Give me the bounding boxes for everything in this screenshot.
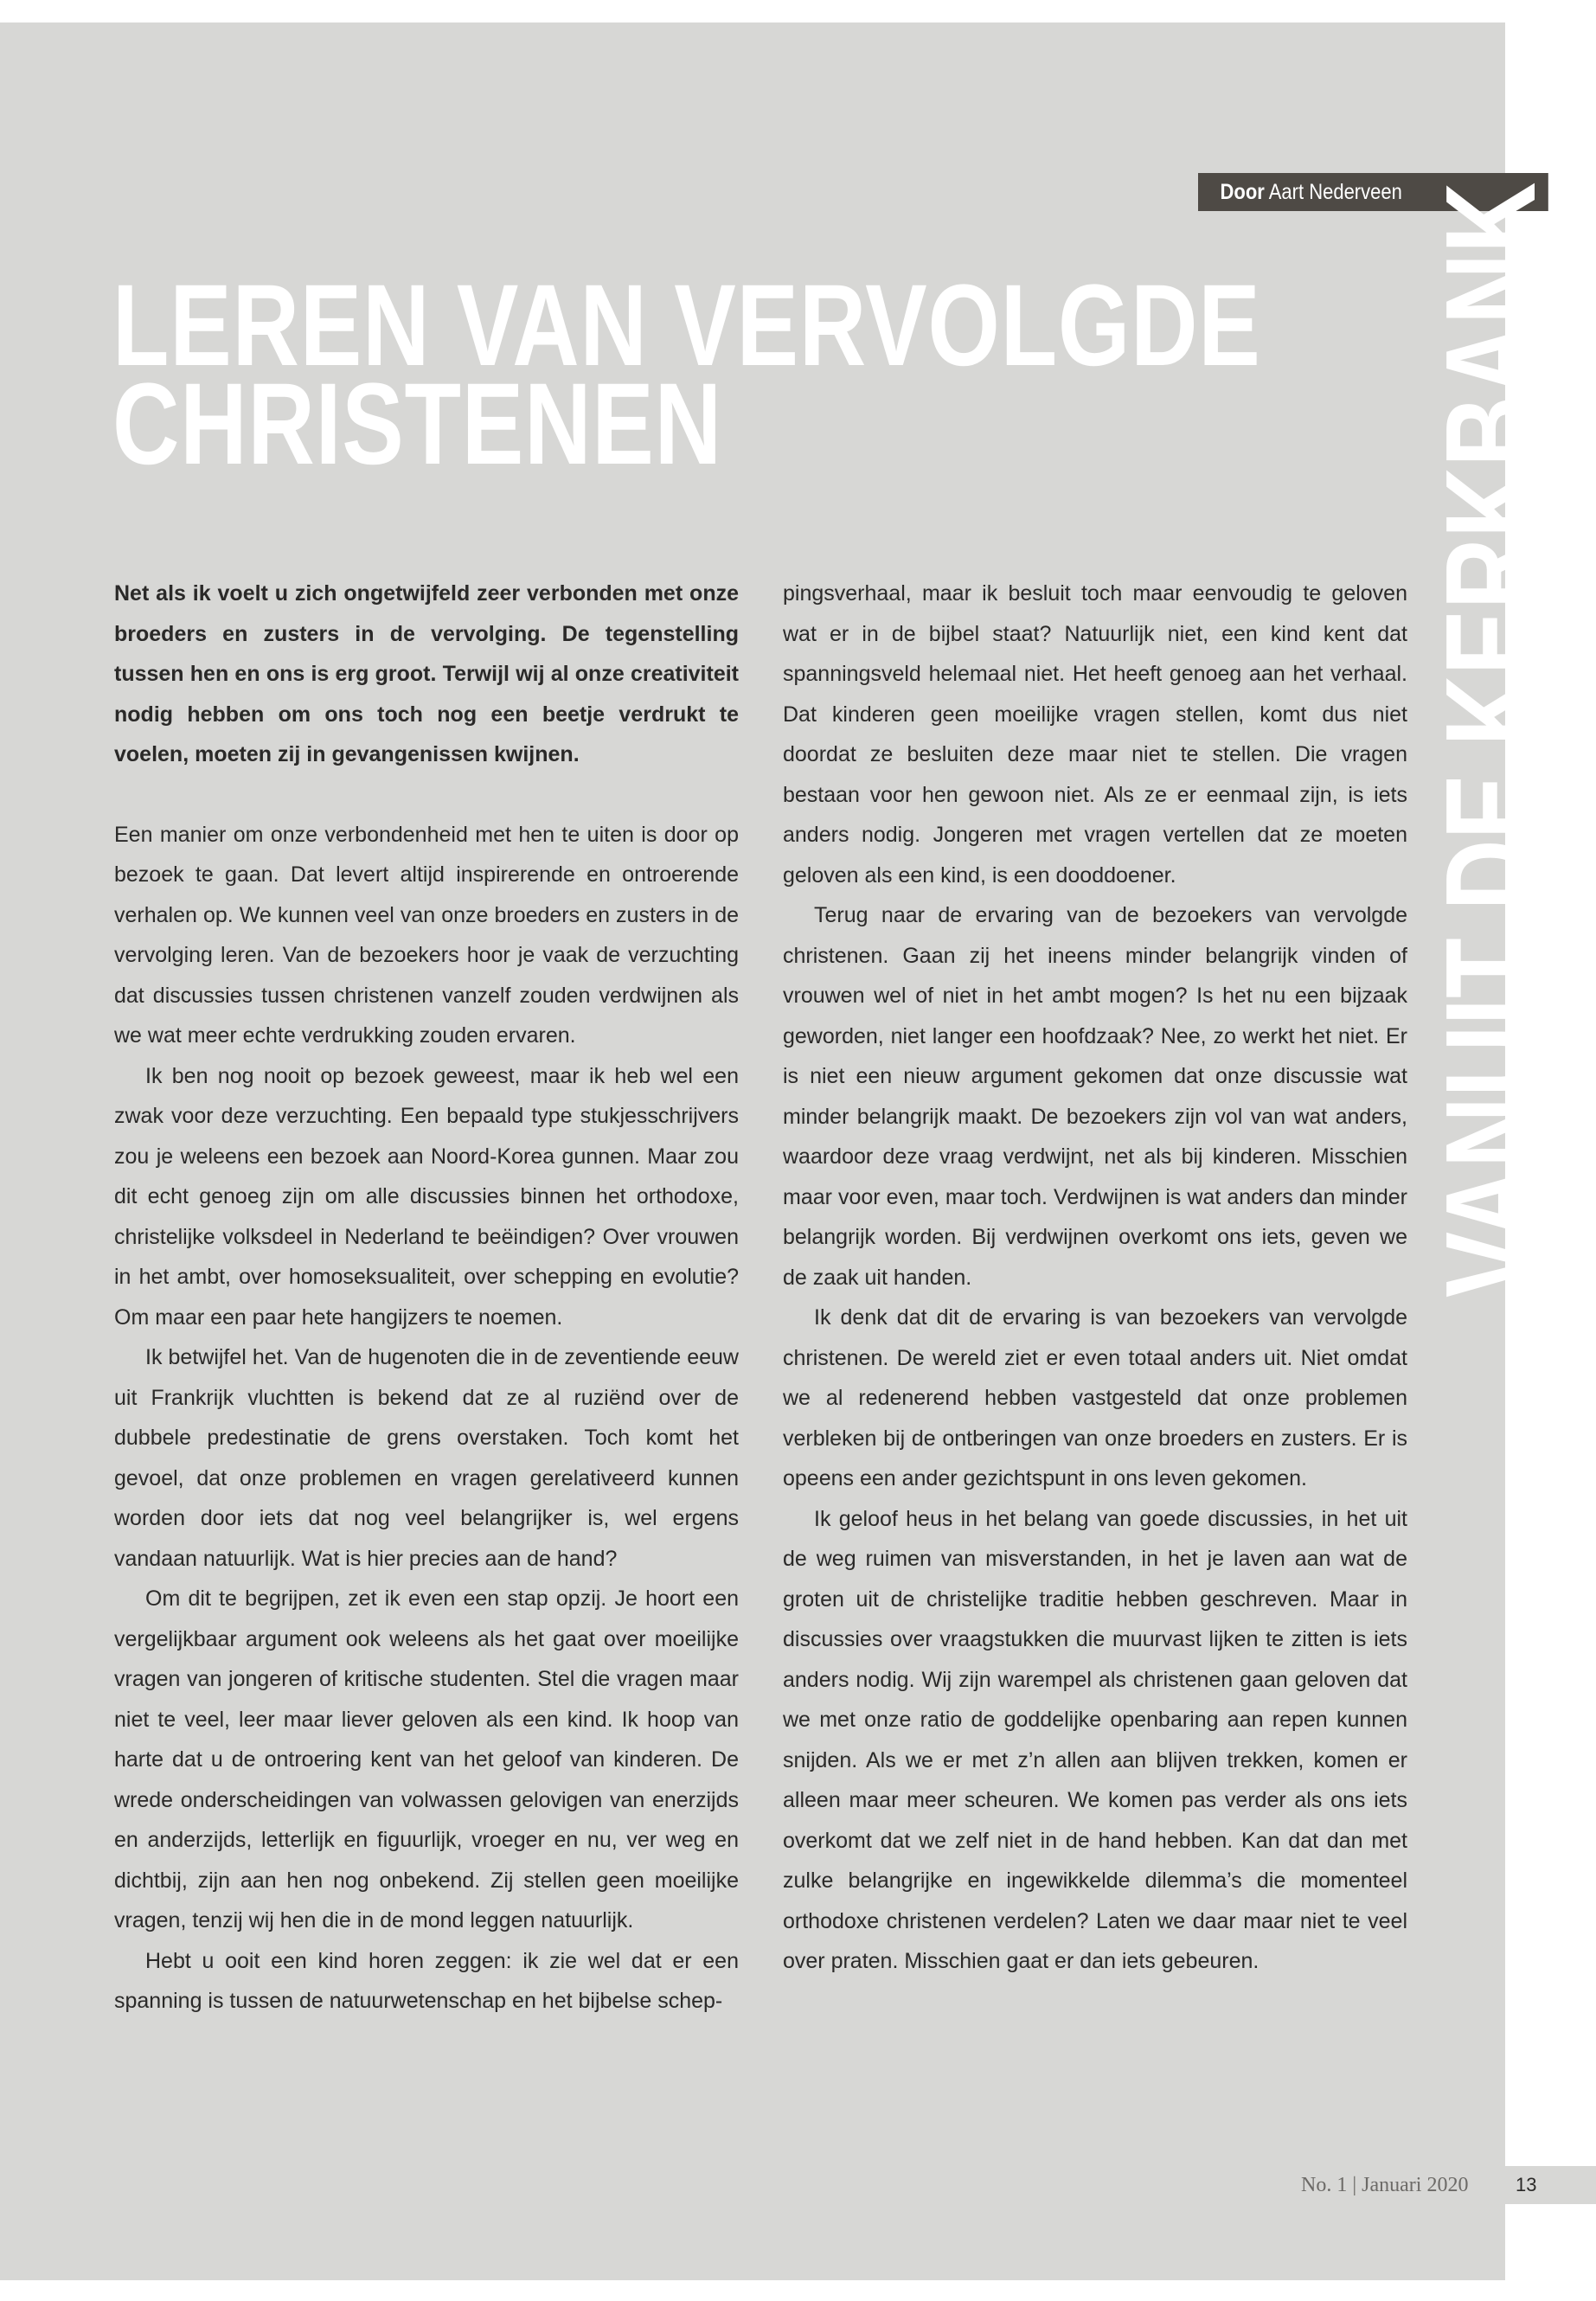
body-paragraph: pingsverhaal, maar ik besluit toch maar eenvoudig te geloven wat er in de bijbel staat? Natuurlijk niet, een kind kent dat spanningsveld helemaal niet. Het heeft genoeg aan het verhaal. Dat kinderen geen moeilijke vragen stellen, komt dus niet doordat ze besluiten deze maar niet te stellen. Die vragen bestaan voor hen gewoon niet. Als ze er eenmaal zijn, is iets anders nodig. Jongeren met vragen vertellen dat ze moeten geloven als een kind, is een dooddoener. (783, 581, 1407, 888)
byline-prefix: Door (1220, 180, 1265, 204)
body-paragraph: Ik denk dat dit de ervaring is van bezoekers van vervolgde christenen. De wereld ziet er even totaal anders uit. Niet omdat we al redenerend hebben vastgesteld dat onze problemen verbleken bij de ontberingen van onze broeders en zusters. Er is opeens een ander gezichtspunt in ons leven gekomen. (783, 1305, 1407, 1490)
page-number: 13 (1505, 2166, 1596, 2204)
article-column-left (114, 574, 739, 2022)
footer-separator: | (1352, 2174, 1357, 2196)
body-paragraph: Hebt u ooit een kind horen zeggen: ik zie wel dat er een spanning is tussen de natuurwetenschap en het bijbelse schep- (114, 1948, 739, 2013)
intro-paragraph: Net als ik voelt u zich ongetwijfeld zeer verbonden met onze broeders en zusters in de vervolging. De tegenstelling tussen hen en ons is erg groot. Terwijl wij al onze creativiteit nodig hebben om ons toch nog een beetje verdrukt te voelen, moeten zij in gevangenissen kwijnen. (114, 581, 739, 766)
author-name: Aart Nederveen (1268, 180, 1402, 204)
issue-footer (1301, 2166, 1468, 2204)
article-title (112, 261, 1261, 489)
body-paragraph: Ik geloof heus in het belang van goede discussies, in het uit de weg ruimen van misverstanden, in het je laven aan wat de groten uit de christelijke traditie hebben geschreven. Maar in discussies over vraagstukken die muurvast lijken te zitten is iets anders nodig. Wij zijn warempel als christenen gaan geloven dat we met onze ratio de goddelijke openbaring aan repen kunnen snijden. Als we er met z’n allen aan blijven trekken, komen er alleen maar meer scheuren. We komen pas verder als ons iets overkomt dat we zelf niet in de hand hebben. Kan dat dan met zulke belangrijke en ingewikkelde dilemma’s die momenteel orthodoxe christenen verdelen? Laten we daar maar niet te veel over praten. Misschien gaat er dan iets gebeuren. (783, 1506, 1407, 1973)
article-column-right (783, 574, 1407, 1982)
issue-date: Januari 2020 (1362, 2174, 1469, 2196)
body-paragraph: Terug naar de ervaring van de bezoekers van vervolgde christenen. Gaan zij het ineens minder belangrijk vinden of vrouwen wel of niet in het ambt mogen? Is het nu een bijzaak geworden, niet langer een hoofdzaak? Nee, zo werkt het niet. Er is niet een nieuw argument gekomen dat onze discussie wat minder belangrijk maakt. De bezoekers zijn vol van wat anders, waardoor deze vraag verdwijnt, net als bij kinderen. Misschien maar voor even, maar toch. Verdwijnen is wat anders dan minder belangrijk worden. Bij verdwijnen overkomt ons iets, geven we de zaak uit handen. (783, 903, 1407, 1290)
issue-number: No. 1 (1301, 2174, 1348, 2196)
title-line-2: CHRISTENEN (112, 360, 722, 489)
body-paragraph: Ik betwijfel het. Van de hugenoten die in de zeventiende eeuw uit Frankrijk vluchtten is bekend dat ze al ruziënd over de dubbele predestinatie de grens overstaken. Toch komt het gevoel, dat onze problemen en vragen gerelativeerd kunnen worden door iets dat nog veel belangrijker is, wel ergens vandaan natuurlijk. Wat is hier precies aan de hand? (114, 1345, 739, 1571)
title-line-1: LEREN VAN VERVOLGDE (112, 261, 1261, 390)
body-paragraph: Om dit te begrijpen, zet ik even een stap opzij. Je hoort een vergelijkbaar argument ook weleens als het gaat over moeilijke vragen van jongeren of kritische studenten. Stel die vragen maar niet te veel, leer maar liever geloven als een kind. Ik hoop van harte dat u de ontroering kent van het geloof van kinderen. De wrede onderscheidingen van volwassen gelovigen van enerzijds en anderzijds, letterlijk en figuurlijk, vroeger en nu, ver weg en dichtbij, zijn aan hen nog onbekend. Zij stellen geen moeilijke vragen, tenzij wij hen die in de mond leggen natuurlijk. (114, 1586, 739, 1932)
body-paragraph: Een manier om onze verbondenheid met hen te uiten is door op bezoek te gaan. Dat levert altijd inspirerende en ontroerende verhalen op. We kunnen veel van onze broeders en zusters in de vervolging leren. Van de bezoekers hoor je vaak de verzuchting dat discussies tussen christenen vanzelf zouden verdwijnen als we wat meer echte verdrukking zouden ervaren. (114, 822, 739, 1048)
body-paragraph: Ik ben nog nooit op bezoek geweest, maar ik heb wel een zwak voor deze verzuchting. Een bepaald type stukjesschrijvers zou je weleens een bezoek aan Noord-Korea gunnen. Maar zou dit echt genoeg zijn om alle discussies binnen het orthodoxe, christelijke volksdeel in Nederland te beëindigen? Over vrouwen in het ambt, over homoseksualiteit, over schepping en evolutie? Om maar een paar hete hangijzers te noemen. (114, 1063, 739, 1330)
section-label-vertical: VANUIT DE KERKBANK (1420, 182, 1562, 1298)
